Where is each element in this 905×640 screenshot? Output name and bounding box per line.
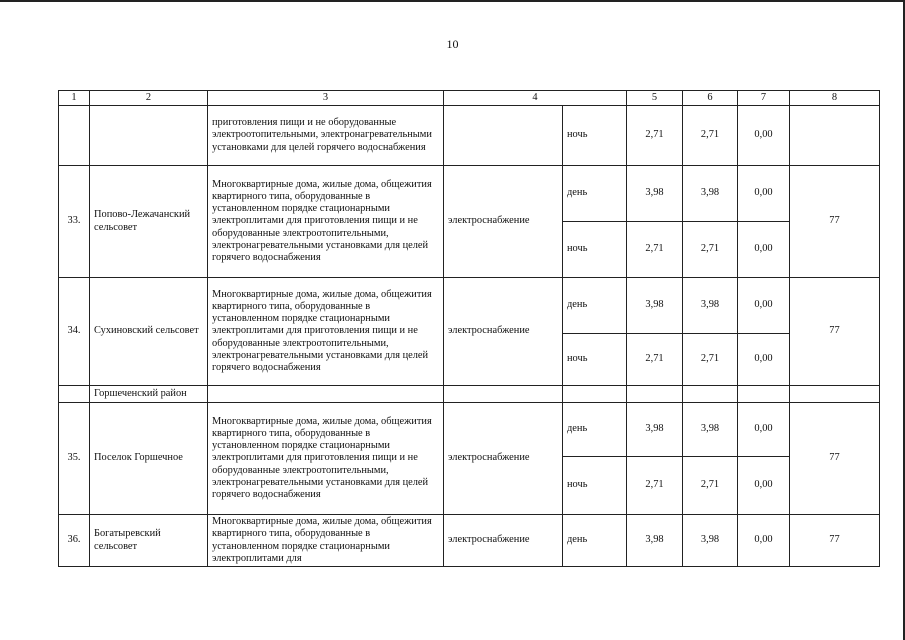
service-cell: электроснабжение (444, 515, 563, 567)
value-cell: 3,98 (683, 403, 738, 457)
row-number: 34. (59, 278, 90, 386)
service-cell: электроснабжение (444, 166, 563, 278)
settlement-name: Богатыревский сельсовет (90, 515, 208, 567)
value-cell: 2,71 (627, 222, 683, 278)
settlement-name: Поселок Горшечное (90, 403, 208, 515)
service-cell: электроснабжение (444, 403, 563, 515)
page-border-top (0, 0, 905, 2)
service-cell: электроснабжение (444, 278, 563, 386)
district-name: Горшеченский район (90, 386, 208, 403)
header-col-4: 4 (444, 91, 627, 106)
value-cell: 3,98 (627, 278, 683, 334)
value-cell: 0,00 (738, 457, 790, 515)
page-number: 10 (446, 37, 459, 51)
table-row (59, 515, 880, 567)
value-cell: 3,98 (683, 515, 738, 567)
row-number: 35. (59, 403, 90, 515)
value-cell: 2,71 (683, 457, 738, 515)
description-cell: Многоквартирные дома, жилые дома, общежития квартирного типа, оборудованные в установленном порядке стационарными электроплитами для приготовления пищи и не оборудованные электроотопительными, электронагревательными установками для целей горячего водоснабжения (208, 278, 444, 386)
header-col-8: 8 (790, 91, 880, 106)
value-cell: 77 (790, 166, 880, 278)
period-cell: день (563, 278, 627, 334)
row-number: 36. (59, 515, 90, 567)
row-number: 33. (59, 166, 90, 278)
description-cell: приготовления пищи и не оборудованные электроотопительными, электронагревательными установками для целей горячего водоснабжения (208, 106, 444, 166)
table-row-continuation (59, 106, 880, 166)
period-cell: ночь (563, 106, 627, 166)
settlement-name: Попово-Лежачанский сельсовет (90, 166, 208, 278)
table-row (59, 403, 880, 457)
value-cell: 0,00 (738, 334, 790, 386)
header-col-2: 2 (90, 91, 208, 106)
tariff-table (58, 90, 880, 567)
period-cell: ночь (563, 222, 627, 278)
value-cell: 3,98 (683, 166, 738, 222)
value-cell: 77 (790, 515, 880, 567)
header-col-5: 5 (627, 91, 683, 106)
value-cell: 2,71 (683, 334, 738, 386)
value-cell: 0,00 (738, 166, 790, 222)
value-cell: 2,71 (627, 106, 683, 166)
header-col-1: 1 (59, 91, 90, 106)
period-cell: ночь (563, 457, 627, 515)
period-cell: день (563, 403, 627, 457)
value-cell: 3,98 (627, 515, 683, 567)
table-row (59, 166, 880, 222)
district-row (59, 386, 880, 403)
header-row (59, 91, 880, 106)
value-cell: 77 (790, 403, 880, 515)
settlement-name: Сухиновский сельсовет (90, 278, 208, 386)
header-col-6: 6 (683, 91, 738, 106)
value-cell: 2,71 (683, 106, 738, 166)
value-cell: 3,98 (627, 166, 683, 222)
value-cell: 0,00 (738, 222, 790, 278)
header-col-3: 3 (208, 91, 444, 106)
value-cell: 0,00 (738, 106, 790, 166)
table-row (59, 278, 880, 334)
description-cell: Многоквартирные дома, жилые дома, общежития квартирного типа, оборудованные в установленном порядке стационарными электроплитами для приготовления пищи и не оборудованные электроотопительными, электронагревательными установками для целей горячего водоснабжения (208, 166, 444, 278)
period-cell: ночь (563, 334, 627, 386)
value-cell: 0,00 (738, 403, 790, 457)
value-cell: 77 (790, 278, 880, 386)
value-cell: 2,71 (683, 222, 738, 278)
description-cell: Многоквартирные дома, жилые дома, общежития квартирного типа, оборудованные в установленном порядке стационарными электроплитами для приготовления пищи и не оборудованные электроотопительными, электронагревательными установками для целей горячего водоснабжения (208, 403, 444, 515)
value-cell: 3,98 (683, 278, 738, 334)
value-cell: 2,71 (627, 457, 683, 515)
description-cell: Многоквартирные дома, жилые дома, общежития квартирного типа, оборудованные в установленном порядке стационарными электроплитами для (208, 515, 444, 567)
value-cell: 0,00 (738, 278, 790, 334)
value-cell: 3,98 (627, 403, 683, 457)
period-cell: день (563, 515, 627, 567)
value-cell: 2,71 (627, 334, 683, 386)
header-col-7: 7 (738, 91, 790, 106)
period-cell: день (563, 166, 627, 222)
value-cell: 0,00 (738, 515, 790, 567)
